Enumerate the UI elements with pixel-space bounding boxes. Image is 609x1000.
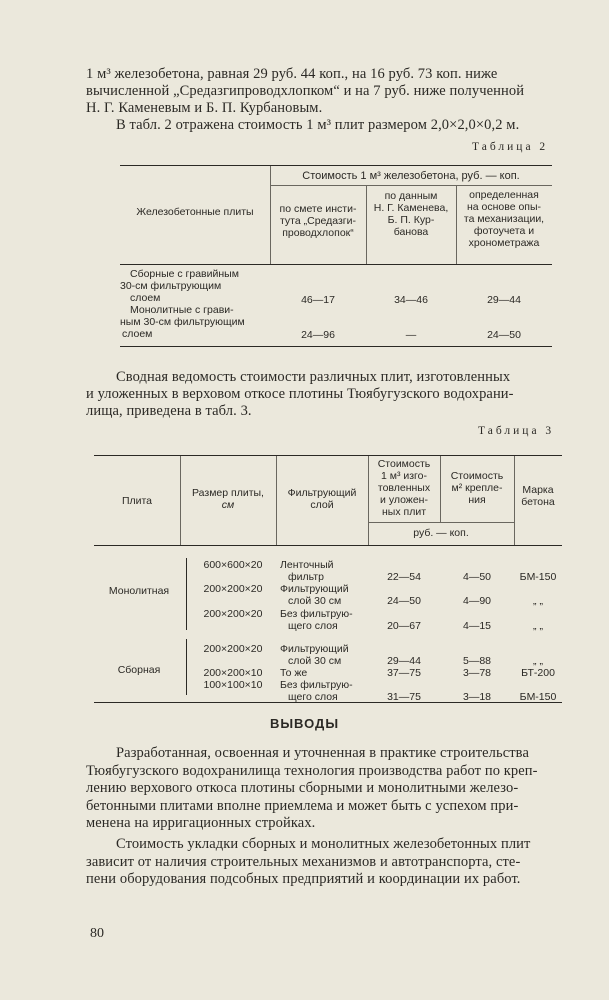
table2-row-1-name: Сборные с гравийным 30-см фильтрующим слоем	[120, 268, 239, 304]
conclusions-heading: ВЫВОДЫ	[269, 716, 340, 731]
table3-row-filter: Без фильтрую- щего слоя	[280, 679, 353, 703]
brace-precast	[186, 639, 187, 695]
table3-row-cost2: 3—18	[462, 691, 492, 703]
table2-row-2-b: —	[405, 329, 417, 341]
table2-caption: Таблица 2	[472, 141, 549, 153]
table3-row-filter: Фильтрующий слой 30 см	[280, 643, 349, 667]
table3-caption: Таблица 3	[478, 425, 555, 437]
table3-h-units: руб. — коп.	[413, 527, 469, 539]
intro-line-4: В табл. 2 отражена стоимость 1 м³ плит размером 2,0×2,0×0,2 м.	[116, 117, 520, 133]
table2-col-a: по смете инсти- тута „Средазги- проводхлопок“	[279, 203, 357, 239]
table3-h-cost1: Стоимость 1 м³ изго- товленных и уложен- ных плит	[377, 458, 431, 518]
table3-row-mark: „ „	[533, 595, 543, 607]
table2-col-item: Железобетонные плиты	[136, 206, 254, 218]
table3-row-size: 600×600×20	[203, 559, 263, 571]
middle-line-3: лища, приведена в табл. 3.	[86, 403, 252, 419]
table2-row-2-c: 24—50	[487, 329, 521, 341]
table3-row-size: 100×100×10	[203, 679, 263, 691]
table3-row-cost1: 22—54	[387, 571, 421, 583]
intro-line-2: вычисленной „Средазгипроводхлопком“ и на 7 руб. ниже полученной	[86, 83, 525, 99]
table3-row-mark: БТ-200	[521, 667, 555, 679]
table2-row-1-b: 34—46	[394, 294, 428, 306]
table3-h-size: Размер плиты, см	[192, 487, 264, 511]
brace-monolithic	[186, 558, 187, 630]
table2-col-b: по данным Н. Г. Каменева, Б. П. Кур- банова	[373, 190, 449, 238]
table3-row-filter: Фильтрующий слой 30 см	[280, 583, 349, 607]
table3-row-cost2: 5—88	[462, 655, 492, 667]
table2-row-2-a: 24—96	[301, 329, 335, 341]
table2-row-1-a: 46—17	[301, 294, 335, 306]
table3-row-filter: То же	[280, 667, 308, 679]
middle-line-1: Сводная ведомость стоимости различных плит, изготовленных	[116, 369, 511, 385]
table3-row-filter: Ленточный фильтр	[280, 559, 334, 583]
table2-col-c: определенная на основе опы- та механизации, фотоучета и хронометража	[463, 189, 545, 249]
table3-row-cost2: 4—90	[462, 595, 492, 607]
conclusions-paragraph-2: Стоимость укладки сборных и монолитных железобетонных плит зависит от наличия строительных механизмов и автотранспорта, сте- пени оборудования подсобных предприятий и координации их работ.	[86, 836, 531, 887]
table3-h-cost2: Стоимость м² крепле- ния	[450, 470, 504, 506]
table3-row-size: 200×200×20	[203, 608, 263, 620]
table3-row-cost1: 24—50	[387, 595, 421, 607]
table3-group-monolithic: Монолитная	[108, 585, 170, 597]
table3-row-cost1: 29—44	[387, 655, 421, 667]
table3-row-mark: БМ-150	[519, 571, 557, 583]
table3-row-cost2: 4—15	[462, 620, 492, 632]
table3-row-size: 200×200×20	[203, 583, 263, 595]
table3-row-size: 200×200×20	[203, 643, 263, 655]
table3-row-mark: „ „	[533, 620, 543, 632]
table3-row-filter: Без фильтрую- щего слоя	[280, 608, 353, 632]
page-number: 80	[90, 926, 104, 941]
table3-h-filter: Фильтрующий слой	[287, 487, 357, 511]
table3-h-mark: Марка бетона	[521, 484, 555, 508]
table3-row-cost1: 31—75	[387, 691, 421, 703]
table3-row-cost2: 4—50	[462, 571, 492, 583]
middle-line-2: и уложенных в верховом откосе плотины Тюябугузского водохрани-	[86, 386, 514, 402]
table3-row-size: 200×200×10	[203, 667, 263, 679]
table2-row-1-c: 29—44	[487, 294, 521, 306]
table2-row-2-name: Монолитные с грави- ным 30-см фильтрующим слоем	[120, 304, 245, 340]
intro-line-3: Н. Г. Каменевым и Б. П. Курбановым.	[86, 100, 323, 116]
table3-row-mark: БМ-150	[519, 691, 557, 703]
table3-row-cost2: 3—78	[462, 667, 492, 679]
middle-paragraph	[86, 369, 582, 420]
intro-paragraph	[86, 66, 582, 134]
table3-group-precast: Сборная	[117, 664, 161, 676]
table3-row-cost1: 20—67	[387, 620, 421, 632]
table3-row-mark: „ „	[533, 655, 543, 667]
conclusions-paragraph-1: Разработанная, освоенная и уточненная в практике строительства Тюябугузского водохранилища технология производства работ по креп- лению верхового откоса плотины сборными и монолитными железо- бетонными плитами вполне приемлема и может быть с успехом при- менена на ирригационных стройках.	[86, 745, 538, 831]
table3-h-plate: Плита	[121, 495, 153, 507]
intro-line-1: 1 м³ железобетона, равная 29 руб. 44 коп., на 16 руб. 73 коп. ниже	[86, 66, 498, 82]
table2-col-group: Стоимость 1 м³ железобетона, руб. — коп.	[302, 170, 520, 182]
table3-row-cost1: 37—75	[387, 667, 421, 679]
